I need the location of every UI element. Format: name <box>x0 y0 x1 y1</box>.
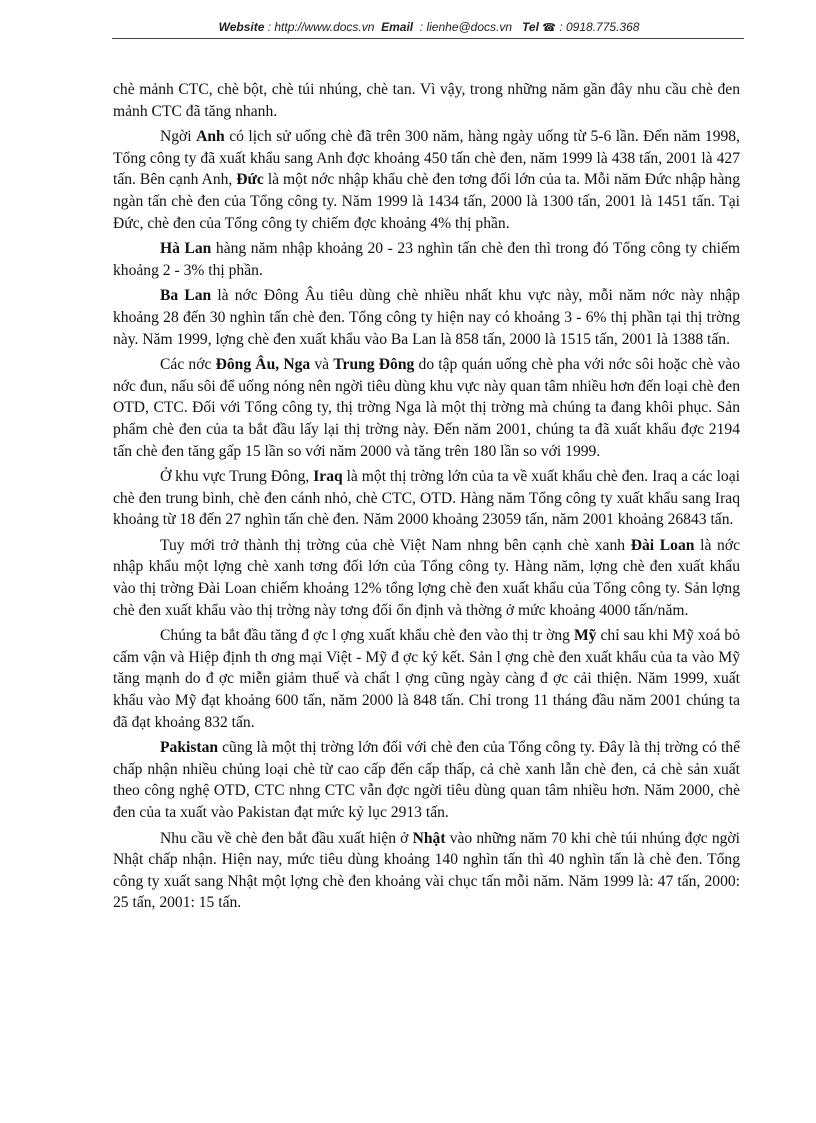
bold-term: Hà Lan <box>160 240 212 258</box>
bold-term: Ba Lan <box>160 287 212 305</box>
paragraph-text: và <box>310 356 334 374</box>
paragraph <box>113 535 740 621</box>
bold-term: Đức <box>236 171 264 189</box>
email-label: Email <box>381 20 414 34</box>
website-label: Website <box>218 20 265 34</box>
paragraph <box>113 466 740 531</box>
paragraph <box>113 126 740 234</box>
paragraph-text: cũng là một thị trờng lớn đối với chè đen của Tổng công ty. Đây là thị trờng có thể chấp nhận nhiều chủng loại chè từ cao cấp đến cấp thấp, cả chè xanh lẫn chè đen, cả chè sản xuất theo công nghệ OTD, CTC nhng CTC vẫn đợc ngời tiêu dùng quan tâm nhiều hơn. Năm 2000, chè đen của ta xuất vào Pakistan đạt mức kỷ lục 2913 tấn. <box>113 739 740 821</box>
bold-term: Đông Âu, Nga <box>215 356 311 374</box>
paragraph-text: Tuy mới trở thành thị trờng của chè Việt Nam nhng bên cạnh chè xanh <box>160 536 631 554</box>
bold-term: Mỹ <box>573 627 597 645</box>
paragraph-text: Ngời <box>160 128 197 146</box>
website-url[interactable]: : http://www.docs.vn <box>267 20 375 34</box>
phone-icon: ☎ <box>542 22 556 34</box>
paragraph-text: Các nớc <box>160 356 216 374</box>
paragraph-text: Nhu cầu về chè đen bắt đầu xuất hiện ở <box>160 829 413 847</box>
document-body <box>113 79 740 918</box>
tel-label: Tel <box>522 20 539 34</box>
paragraph <box>113 828 740 914</box>
paragraph-text: là một nớc nhập khẩu chè đen tơng đối lớn của ta. Mỗi năm Đức nhập hàng ngàn tấn chè đen của Tổng công ty. Năm 1999 là 1434 tấn, 2000 là 1300 tấn, 2001 là 1451 tấn. Tại Đức, chè đen của Tổng công ty chiếm đợc khoảng 4% thị phần. <box>113 171 740 232</box>
bold-term: Anh <box>196 128 225 146</box>
paragraph-text: là nớc Đông Âu tiêu dùng chè nhiều nhất khu vực này, mỗi năm nớc này nhập khoảng 28 đến 30 nghìn tấn chè đen. Tổng công ty hiện nay có khoảng 3 - 6% thị phần tại thị trờng này. Năm 1999, lợng chè đen xuất khẩu vào Ba Lan là 858 tấn, 2000 là 1515 tấn, 2001 là 1388 tấn. <box>113 287 741 348</box>
paragraph-text: Chúng ta bắt đầu tăng đ ợc l ợng xuất khẩu chè đen vào thị tr ờng <box>160 627 574 645</box>
tel-number: : 0918.775.368 <box>559 20 640 34</box>
email-address[interactable]: : lienhe@docs.vn <box>419 20 513 34</box>
paragraph <box>113 625 740 733</box>
paragraph-text: chỉ sau khi Mỹ xoá bỏ cấm vận và Hiệp định th ơng mại Việt - Mỹ đ ợc ký kết. Sản l ợng chè đen xuất khẩu của ta vào Mỹ tăng mạnh do đ ợc miễn giảm thuế và chất l ợng cũng ngày càng đ ợc cải thiện. Năm 1999, xuất khẩu vào Mỹ đạt khoảng 600 tấn, năm 2000 là 848 tấn. Chỉ trong 11 tháng đầu năm 2001 chúng ta đã đạt khoảng 832 tấn. <box>113 627 740 731</box>
paragraph <box>113 354 740 462</box>
paragraph <box>113 285 740 350</box>
bold-term: Nhật <box>412 829 446 847</box>
bold-term: Iraq <box>313 468 343 486</box>
paragraph-text: Ở khu vực Trung Đông, <box>160 468 314 486</box>
paragraph-text: hàng năm nhập khoảng 20 - 23 nghìn tấn chè đen thì trong đó Tổng công ty chiếm khoảng 2 - 3% thị phần. <box>113 240 740 279</box>
paragraph-text: là nớc nhập khẩu một lợng chè xanh tơng đối lớn của Tổng công ty. Hàng năm, lợng chè đen xuất khẩu vào thị trờng Đài Loan chiếm khoảng 12% tổng lợng chè đen xuất khẩu của Tổng công ty. Sản lợng chè đen xuất khẩu vào thị trờng này tơng đối ổn định và thờng ở mức khoảng 4000 tấn/năm. <box>113 536 740 619</box>
paragraph <box>113 238 740 281</box>
paragraph-text: do tập quán uống chè pha với nớc sôi hoặc chè vào nớc đun, nấu sôi để uống nóng nên ngời tiêu dùng khu vực này quan tâm nhiều hơn đến loại chè đen OTD, CTC. Đối với Tổng công ty, thị trờng Nga là một thị trờng mà chúng ta đang khôi phục. Sản phẩm chè đen của ta bắt đầu lấy lại thị trờng này. Đến năm 2001, chúng ta đã xuất khẩu đợc 2194 tấn chè đen tăng gấp 15 lần so với năm 2000 và tăng trên 180 lần so với 1999. <box>113 356 741 460</box>
bold-term: Đài Loan <box>630 536 695 554</box>
paragraph-text: là một thị trờng lớn của ta về xuất khẩu chè đen. Iraq a các loại chè đen trung bình, chè đen cánh nhỏ, chè CTC, OTD. Hàng năm Tổng công ty xuất khẩu sang Iraq khoảng từ 18 đến 27 nghìn tấn chè đen. Năm 2000 khoảng 23059 tấn, năm 2001 khoảng 26843 tấn. <box>113 468 740 529</box>
header-divider <box>112 38 744 39</box>
page-header <box>114 20 744 34</box>
paragraph <box>113 79 740 122</box>
paragraph-text: chè mảnh CTC, chè bột, chè túi nhúng, chè tan. Vì vậy, trong những năm gần đây nhu cầu chè đen mảnh CTC đã tăng nhanh. <box>113 81 740 120</box>
bold-term: Pakistan <box>160 739 219 757</box>
paragraph-text: vào những năm 70 khi chè túi nhúng đợc ngời Nhật chấp nhận. Hiện nay, mức tiêu dùng khoảng 140 nghìn tấn thì 40 nghìn tấn là chè đen. Tổng công ty xuất sang Nhật một lợng chè đen khoảng vài chục tấn mỗi năm. Năm 1999 là: 47 tấn, 2000: 25 tấn, 2001: 15 tấn. <box>113 829 740 912</box>
bold-term: Trung Đông <box>333 356 415 374</box>
paragraph <box>113 737 740 823</box>
paragraph-text: có lịch sử uống chè đã trên 300 năm, hàng ngày uống từ 5-6 lần. Đến năm 1998, Tổng công ty đã xuất khẩu sang Anh đợc khoảng 450 tấn chè đen, năm 1999 là 438 tấn, 2001 là 427 tấn. Bên cạnh Anh, <box>113 128 740 189</box>
